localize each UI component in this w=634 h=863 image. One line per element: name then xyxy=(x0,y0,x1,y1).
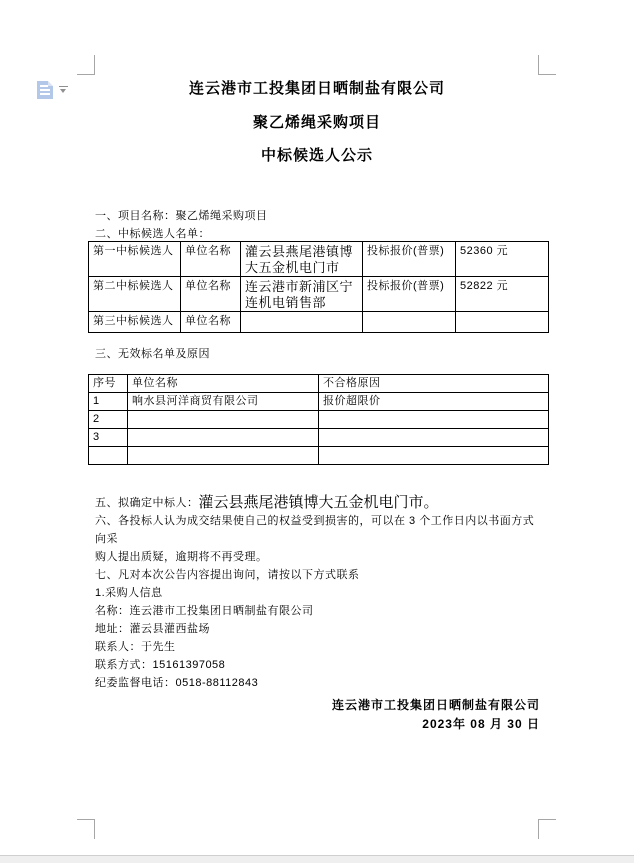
seq-cell: 1 xyxy=(89,393,128,411)
purchaser-name-line: 名称：连云港市工投集团日晒制盐有限公司 xyxy=(95,605,314,617)
item-5-label: 五、拟确定中标人： xyxy=(95,497,199,509)
table-header-row xyxy=(89,375,549,393)
document-title-company: 连云港市工投集团日晒制盐有限公司 xyxy=(188,80,445,97)
table-row xyxy=(89,429,549,447)
margin-crop-mark-bottom-right xyxy=(538,819,556,839)
price-value-cell xyxy=(456,312,549,333)
section-item-7: 七、凡对本次公告内容提出询问，请按以下方式联系 xyxy=(95,569,360,581)
unit-name-cell xyxy=(128,429,319,447)
reason-cell xyxy=(319,447,549,465)
seq-cell: 3 xyxy=(89,429,128,447)
unit-name-cell: 响水县河洋商贸有限公司 xyxy=(128,393,319,411)
section-item-3: 三、无效标名单及原因 xyxy=(95,348,210,360)
section-item-2: 二、中标候选人名单： xyxy=(95,228,210,240)
footer-date: 2023年 08 月 30 日 xyxy=(422,717,540,731)
company-name-cell xyxy=(241,312,363,333)
candidate-rank-cell: 第二中标候选人 xyxy=(89,277,181,312)
header-reason: 不合格原因 xyxy=(319,375,549,393)
margin-crop-mark-top-left xyxy=(77,55,95,75)
document-title-announcement: 中标候选人公示 xyxy=(260,147,373,164)
margin-crop-mark-bottom-left xyxy=(77,819,95,839)
candidate-rank-cell: 第一中标候选人 xyxy=(89,242,181,277)
purchaser-heading: 1.采购人信息 xyxy=(95,587,163,599)
item-5-company: 灌云县燕尾港镇博大五金机电门市。 xyxy=(198,494,439,511)
price-value-cell: 52360 元 xyxy=(456,242,549,277)
supervision-phone-line: 纪委监督电话：0518-88112843 xyxy=(95,677,259,689)
section-item-6-line2: 购人提出质疑，逾期将不再受理。 xyxy=(95,551,268,563)
company-name-cell: 灌云县燕尾港镇博大五金机电门市 xyxy=(241,242,363,277)
section-item-5 xyxy=(95,494,543,512)
unit-name-label-cell: 单位名称 xyxy=(181,277,241,312)
seq-cell xyxy=(89,447,128,465)
unit-name-label-cell: 单位名称 xyxy=(181,242,241,277)
reason-cell xyxy=(319,429,549,447)
seq-cell: 2 xyxy=(89,411,128,429)
reason-cell: 报价超限价 xyxy=(319,393,549,411)
app-background-strip xyxy=(0,855,634,863)
margin-crop-mark-top-right xyxy=(538,55,556,75)
purchaser-address-line: 地址：灌云县灌西盐场 xyxy=(95,623,210,635)
section-item-1: 一、项目名称：聚乙烯绳采购项目 xyxy=(95,210,268,222)
reason-cell xyxy=(319,411,549,429)
unit-name-label-cell: 单位名称 xyxy=(181,312,241,333)
price-label-cell: 投标报价(普票) xyxy=(363,277,456,312)
table-row xyxy=(89,277,549,312)
table-row xyxy=(89,312,549,333)
footer-company: 连云港市工投集团日晒制盐有限公司 xyxy=(331,698,540,712)
unit-name-cell xyxy=(128,411,319,429)
table-row xyxy=(89,242,549,277)
candidate-rank-cell: 第三中标候选人 xyxy=(89,312,181,333)
price-label-cell: 投标报价(普票) xyxy=(363,242,456,277)
table-row xyxy=(89,393,549,411)
table-row xyxy=(89,447,549,465)
purchaser-contact-line: 联系人：于先生 xyxy=(95,641,176,653)
purchaser-phone-line: 联系方式：15161397058 xyxy=(95,659,226,671)
document-title-project: 聚乙烯绳采购项目 xyxy=(252,114,381,131)
price-value-cell: 52822 元 xyxy=(456,277,549,312)
candidates-table xyxy=(88,241,549,333)
section-item-6-line1: 六、各投标人认为成交结果使自己的权益受到损害的，可以在 3 个工作日内以书面方式向采 xyxy=(95,515,535,545)
header-unit-name: 单位名称 xyxy=(128,375,319,393)
company-name-cell: 连云港市新浦区宁连机电销售部 xyxy=(241,277,363,312)
header-seq: 序号 xyxy=(89,375,128,393)
invalid-bids-table xyxy=(88,374,549,465)
price-label-cell xyxy=(363,312,456,333)
table-row xyxy=(89,411,549,429)
unit-name-cell xyxy=(128,447,319,465)
